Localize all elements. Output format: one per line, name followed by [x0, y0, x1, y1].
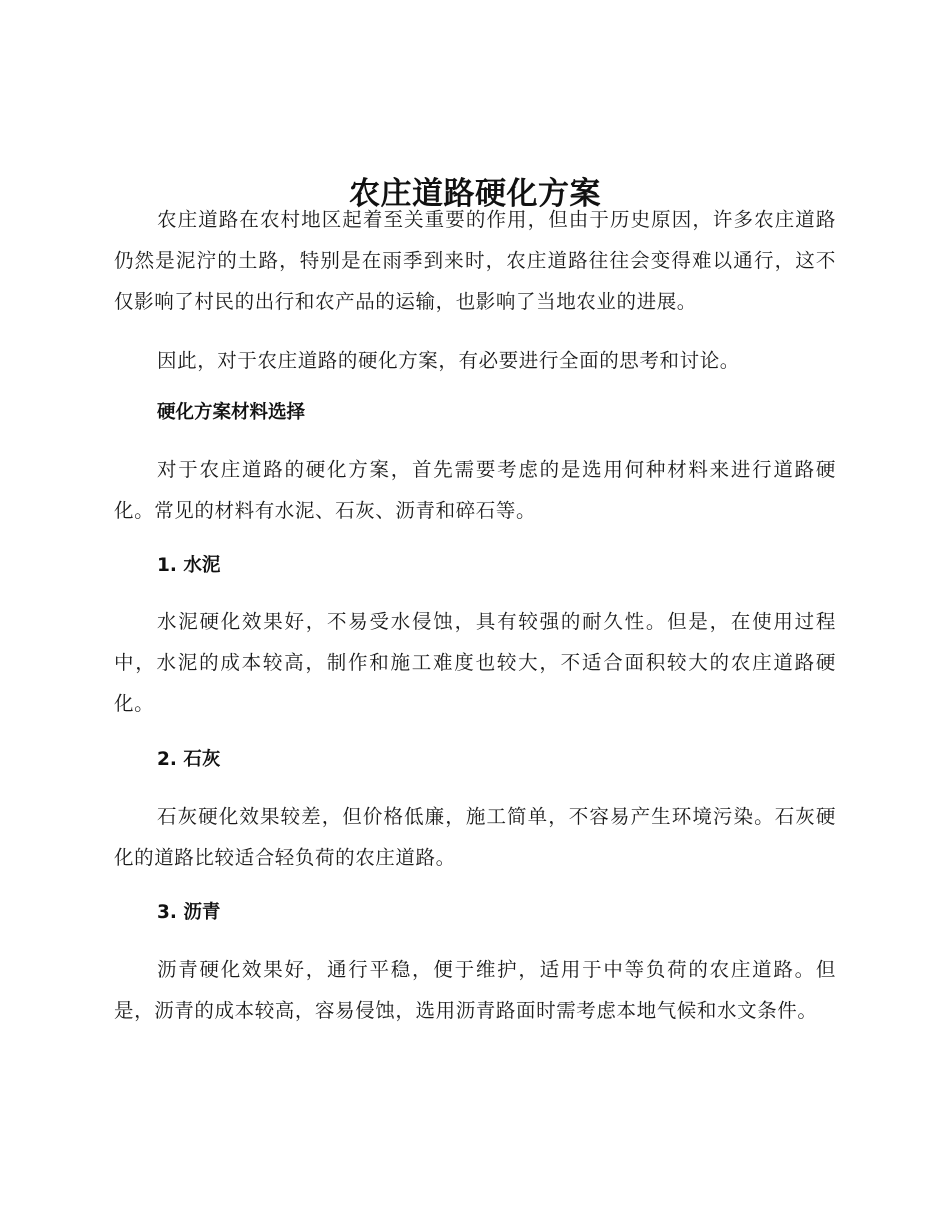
summary-paragraph: 因此，对于农庄道路的硬化方案，有必要进行全面的思考和讨论。 [157, 349, 740, 372]
section-paragraph: 对于农庄道路的硬化方案，首先需要考虑的是选用何种材料来进行道路硬化。常见的材料有水泥、石灰、沥青和碎石等。 [114, 458, 836, 522]
material-heading-lime: 2. 石灰 [157, 749, 221, 770]
material-paragraph-lime: 石灰硬化效果较差，但价格低廉，施工简单，不容易产生环境污染。石灰硬化的道路比较适合轻负荷的农庄道路。 [114, 805, 836, 869]
document-title: 农庄道路硬化方案 [349, 175, 601, 212]
section-heading: 硬化方案材料选择 [157, 402, 306, 423]
material-paragraph-asphalt: 沥青硬化效果好，通行平稳，便于维护，适用于中等负荷的农庄道路。但是，沥青的成本较高，容易侵蚀，选用沥青路面时需考虑本地气候和水文条件。 [114, 958, 836, 1022]
intro-paragraph: 农庄道路在农村地区起着至关重要的作用，但由于历史原因，许多农庄道路仍然是泥泞的土路，特别是在雨季到来时，农庄道路往往会变得难以通行，这不仅影响了村民的出行和农产品的运输，也影响了当地农业的进展。 [114, 208, 836, 313]
material-heading-cement: 1. 水泥 [157, 555, 221, 576]
material-heading-asphalt: 3. 沥青 [157, 902, 221, 923]
material-paragraph-cement: 水泥硬化效果好，不易受水侵蚀，具有较强的耐久性。但是，在使用过程中，水泥的成本较高，制作和施工难度也较大，不适合面积较大的农庄道路硬化。 [114, 610, 836, 715]
